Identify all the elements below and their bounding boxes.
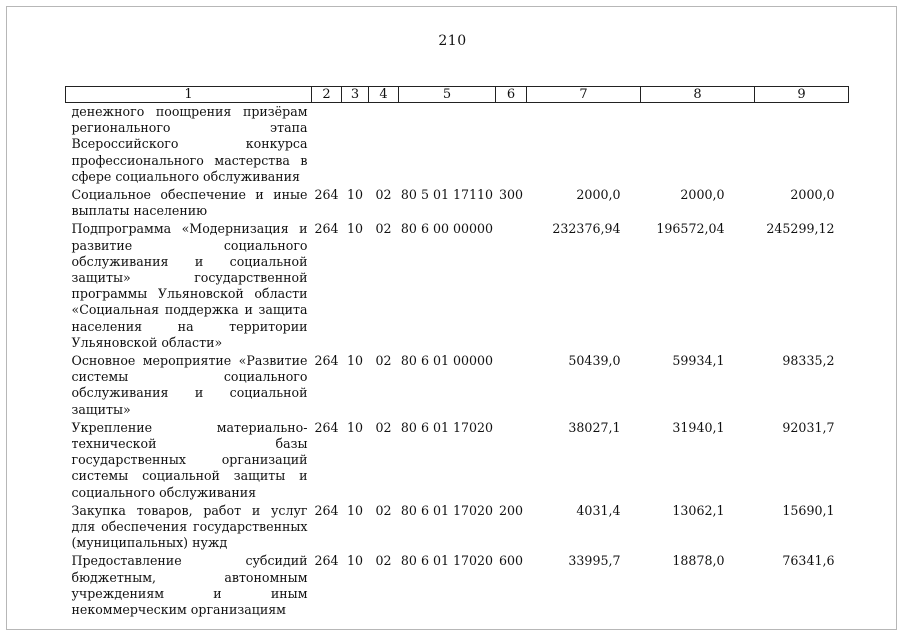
cell-section: 10 bbox=[346, 419, 364, 435]
cell-expense-type: 600 bbox=[498, 553, 524, 569]
header-row bbox=[66, 87, 849, 103]
table-row bbox=[66, 552, 849, 619]
cell-amount-year1 bbox=[527, 103, 641, 187]
cell-subsection: 02 bbox=[375, 502, 392, 518]
cell-amount-year1: 38027,1 bbox=[568, 419, 621, 435]
cell-section: 10 bbox=[346, 553, 364, 569]
table-row bbox=[66, 419, 849, 502]
column-header: 6 bbox=[496, 87, 527, 103]
cell-admin: 264 bbox=[314, 553, 339, 569]
cell-section: 10 bbox=[346, 353, 364, 369]
cell-amount-year2: 196572,04 bbox=[656, 221, 725, 237]
cell-target-article: 80 6 00 00000 bbox=[400, 221, 494, 237]
column-header: 7 bbox=[527, 87, 641, 103]
row-name: Укрепление материально-технической базы государственных организаций системы социальной защиты и социального обслуживания bbox=[71, 419, 308, 500]
row-name: денежного поощрения призёрам регионального этапа Всероссийского конкурса профессионального мастерства в сфере социального обслуживания bbox=[71, 104, 308, 184]
cell-subsection: 02 bbox=[375, 221, 392, 237]
cell-admin: 264 bbox=[314, 419, 339, 435]
table-row bbox=[66, 186, 849, 220]
cell-amount-year3: 76341,6 bbox=[782, 553, 835, 569]
cell-expense-type bbox=[496, 419, 527, 502]
cell-amount-year1: 232376,94 bbox=[552, 221, 621, 237]
row-name: Основное мероприятие «Развитие системы социального обслуживания и социальной защиты» bbox=[71, 353, 308, 417]
column-header: 2 bbox=[312, 87, 342, 103]
cell-amount-year3: 92031,7 bbox=[782, 419, 835, 435]
cell-amount-year3: 15690,1 bbox=[782, 502, 835, 518]
column-header: 4 bbox=[369, 87, 399, 103]
cell-subsection: 02 bbox=[375, 353, 392, 369]
cell-subsection: 02 bbox=[375, 187, 392, 203]
cell-target-article: 80 6 01 17020 bbox=[400, 502, 494, 518]
table-row bbox=[66, 103, 849, 187]
cell-expense-type: 200 bbox=[498, 502, 524, 518]
cell-section bbox=[342, 103, 369, 187]
table-row bbox=[66, 502, 849, 553]
cell-target-article bbox=[399, 103, 496, 187]
cell-expense-type: 300 bbox=[498, 187, 524, 203]
table-row bbox=[66, 220, 849, 352]
cell-section: 10 bbox=[346, 502, 364, 518]
cell-section: 10 bbox=[346, 221, 364, 237]
cell-admin: 264 bbox=[314, 502, 339, 518]
row-name: Социальное обеспечение и иные выплаты населению bbox=[71, 187, 308, 219]
cell-expense-type bbox=[496, 352, 527, 419]
row-name: Предоставление субсидий бюджетным, автономным учреждениям и иным некоммерческим организациям bbox=[71, 553, 308, 618]
cell-amount-year1: 33995,7 bbox=[568, 553, 621, 569]
cell-amount-year2: 2000,0 bbox=[680, 187, 725, 203]
cell-amount-year2: 18878,0 bbox=[672, 553, 725, 569]
cell-subsection bbox=[369, 103, 399, 187]
cell-amount-year1: 50439,0 bbox=[568, 353, 621, 369]
cell-amount-year2: 13062,1 bbox=[672, 502, 725, 518]
cell-amount-year3: 2000,0 bbox=[790, 187, 835, 203]
cell-amount-year3: 98335,2 bbox=[782, 353, 835, 369]
cell-amount-year3 bbox=[755, 103, 849, 187]
row-name: Подпрограмма «Модернизация и развитие социального обслуживания и социальной защиты» государственной программы Ульяновской области «Социальная поддержка и защита населения на территории Ульяновской области» bbox=[71, 221, 308, 350]
column-header: 5 bbox=[399, 87, 496, 103]
cell-section: 10 bbox=[346, 187, 364, 203]
column-header: 3 bbox=[342, 87, 369, 103]
cell-amount-year2: 59934,1 bbox=[672, 353, 725, 369]
column-header: 9 bbox=[755, 87, 849, 103]
cell-subsection: 02 bbox=[375, 553, 392, 569]
column-header: 1 bbox=[66, 87, 312, 103]
cell-amount-year2: 31940,1 bbox=[672, 419, 725, 435]
column-header: 8 bbox=[641, 87, 755, 103]
cell-target-article: 80 6 01 17020 bbox=[400, 419, 494, 435]
cell-target-article: 80 6 01 00000 bbox=[400, 353, 494, 369]
cell-amount-year2 bbox=[641, 103, 755, 187]
cell-admin bbox=[312, 103, 342, 187]
cell-target-article: 80 5 01 17110 bbox=[400, 187, 494, 203]
cell-expense-type bbox=[496, 220, 527, 352]
cell-expense-type bbox=[496, 103, 527, 187]
cell-amount-year1: 4031,4 bbox=[576, 502, 621, 518]
cell-admin: 264 bbox=[314, 187, 339, 203]
cell-amount-year1: 2000,0 bbox=[576, 187, 621, 203]
cell-subsection: 02 bbox=[375, 419, 392, 435]
cell-admin: 264 bbox=[314, 353, 339, 369]
cell-admin: 264 bbox=[314, 221, 339, 237]
table-row bbox=[66, 352, 849, 419]
budget-table bbox=[65, 86, 849, 619]
page-number: 210 bbox=[438, 33, 467, 49]
cell-amount-year3: 245299,12 bbox=[766, 221, 835, 237]
row-name: Закупка товаров, работ и услуг для обеспечения государственных (муниципальных) нужд bbox=[71, 502, 308, 551]
cell-target-article: 80 6 01 17020 bbox=[400, 553, 494, 569]
